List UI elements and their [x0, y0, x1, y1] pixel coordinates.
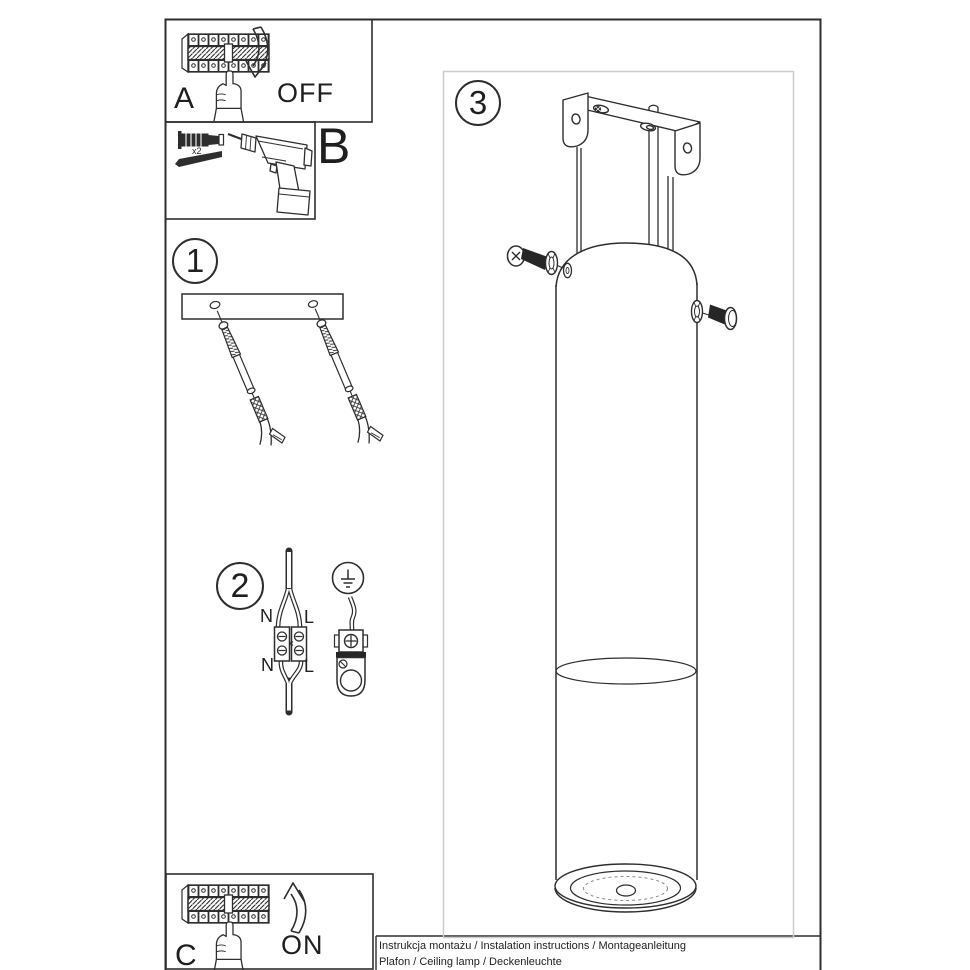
off-label: OFF: [277, 78, 334, 108]
step1-illustration: [182, 294, 385, 451]
pointing-hand-icon: [214, 71, 244, 122]
panel-a-illustration: [182, 27, 269, 122]
panel-b-illustration: [175, 131, 312, 215]
ceiling-lamp-icon: [555, 243, 697, 912]
step3-panel-border: [444, 72, 794, 938]
terminal-block-icon: [275, 627, 307, 661]
footer-title-line2: Plafon / Ceiling lamp / Deckenleuchte: [379, 956, 562, 968]
wire-label-n-bottom: N: [261, 655, 274, 675]
step3-illustration: [508, 93, 737, 912]
panel-a-label: A: [174, 82, 195, 115]
ground-symbol-icon: [333, 563, 364, 594]
step2-number-badge: 2: [216, 562, 264, 610]
screw-anchor-icon: [205, 306, 286, 451]
pointing-hand-icon: [214, 922, 244, 970]
on-label: ON: [281, 930, 324, 960]
wire-label-n-top: N: [260, 606, 273, 626]
step1-number-badge: 1: [172, 238, 218, 284]
ground-terminal-icon: [335, 630, 368, 696]
step2-illustration: [275, 551, 368, 712]
sheet-frame: [166, 20, 821, 970]
step3-number-badge: 3: [455, 80, 501, 126]
panel-c-label: C: [175, 939, 197, 970]
wire-label-l-top: L: [304, 607, 315, 627]
footer-title-line1: Instrukcja montażu / Instalation instructions / Montageanleitung: [379, 940, 686, 952]
arrow-up-icon: [284, 883, 306, 933]
side-screw-right-icon: [692, 301, 737, 330]
mounting-bracket-icon: [563, 93, 700, 175]
panel-b-label: B: [317, 118, 351, 174]
wire-label-l-bottom: L: [304, 656, 315, 676]
breaker-panel-icon: [182, 885, 269, 923]
screw-anchor-icon: [303, 304, 384, 449]
anchor-quantity-label: x2: [192, 146, 202, 156]
mounting-plate-icon: [182, 294, 343, 319]
breaker-panel-icon: [182, 34, 269, 72]
drill-icon: [228, 134, 312, 215]
